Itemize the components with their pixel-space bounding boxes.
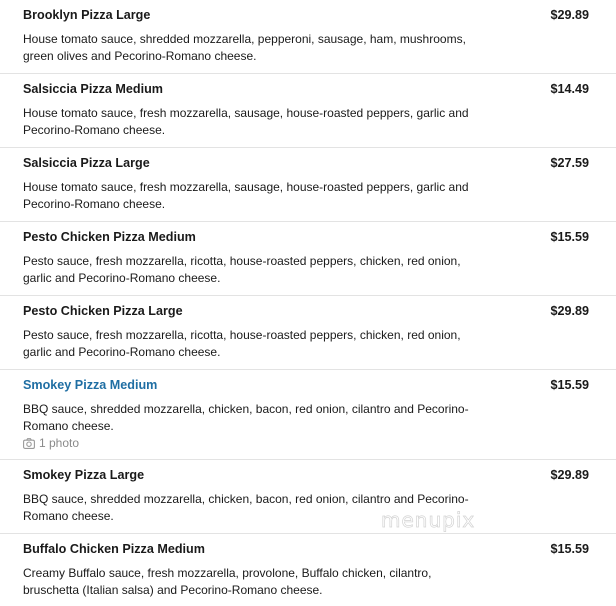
item-description: Creamy Buffalo sauce, fresh mozzarella, provolone, Buffalo chicken, cilantro, bruschetta (Italian salsa) and Pecorino-Romano cheese. (23, 566, 432, 597)
item-price: $27.59 (550, 156, 589, 170)
item-name: Pesto Chicken Pizza Large (23, 304, 183, 318)
item-name: Brooklyn Pizza Large (23, 8, 151, 22)
item-name: Pesto Chicken Pizza Medium (23, 230, 196, 244)
item-price: $29.89 (550, 304, 589, 318)
photo-link[interactable] (23, 436, 79, 450)
item-name: Salsiccia Pizza Large (23, 156, 150, 170)
item-price: $15.59 (550, 542, 589, 556)
item-name: Buffalo Chicken Pizza Medium (23, 542, 205, 556)
menu-item (0, 370, 616, 460)
item-description: BBQ sauce, shredded mozzarella, chicken, bacon, red onion, cilantro and Pecorino-Romano cheese. (23, 492, 469, 523)
item-name: Salsiccia Pizza Medium (23, 82, 163, 96)
item-price: $29.89 (550, 8, 589, 22)
item-description: Pesto sauce, fresh mozzarella, ricotta, house-roasted peppers, chicken, red onion, garlic and Pecorino-Romano cheese. (23, 328, 461, 359)
menu-item (0, 534, 616, 606)
item-price: $15.59 (550, 230, 589, 244)
menu-item (0, 74, 616, 148)
menu-item (0, 0, 616, 74)
item-description: House tomato sauce, shredded mozzarella, pepperoni, sausage, ham, mushrooms, green olives and Pecorino-Romano cheese. (23, 32, 466, 63)
item-description: House tomato sauce, fresh mozzarella, sausage, house-roasted peppers, garlic and Pecorino-Romano cheese. (23, 180, 469, 211)
photo-count-label[interactable]: 1 photo (39, 436, 80, 450)
item-price: $15.59 (550, 378, 589, 392)
item-name-link[interactable]: Smokey Pizza Medium (23, 378, 158, 392)
menu-item (0, 460, 616, 534)
item-price: $14.49 (550, 82, 589, 96)
item-description: House tomato sauce, fresh mozzarella, sausage, house-roasted peppers, garlic and Pecorino-Romano cheese. (23, 106, 469, 137)
menu-item (0, 296, 616, 370)
item-name: Smokey Pizza Large (23, 468, 145, 482)
item-description: BBQ sauce, shredded mozzarella, chicken, bacon, red onion, cilantro and Pecorino-Romano cheese. (23, 402, 469, 433)
item-price: $29.89 (550, 468, 589, 482)
camera-icon (23, 438, 35, 449)
menu-item (0, 222, 616, 296)
item-description: Pesto sauce, fresh mozzarella, ricotta, house-roasted peppers, chicken, red onion, garlic and Pecorino-Romano cheese. (23, 254, 461, 285)
watermark-logo: menupix (381, 508, 476, 532)
menu-item (0, 148, 616, 222)
